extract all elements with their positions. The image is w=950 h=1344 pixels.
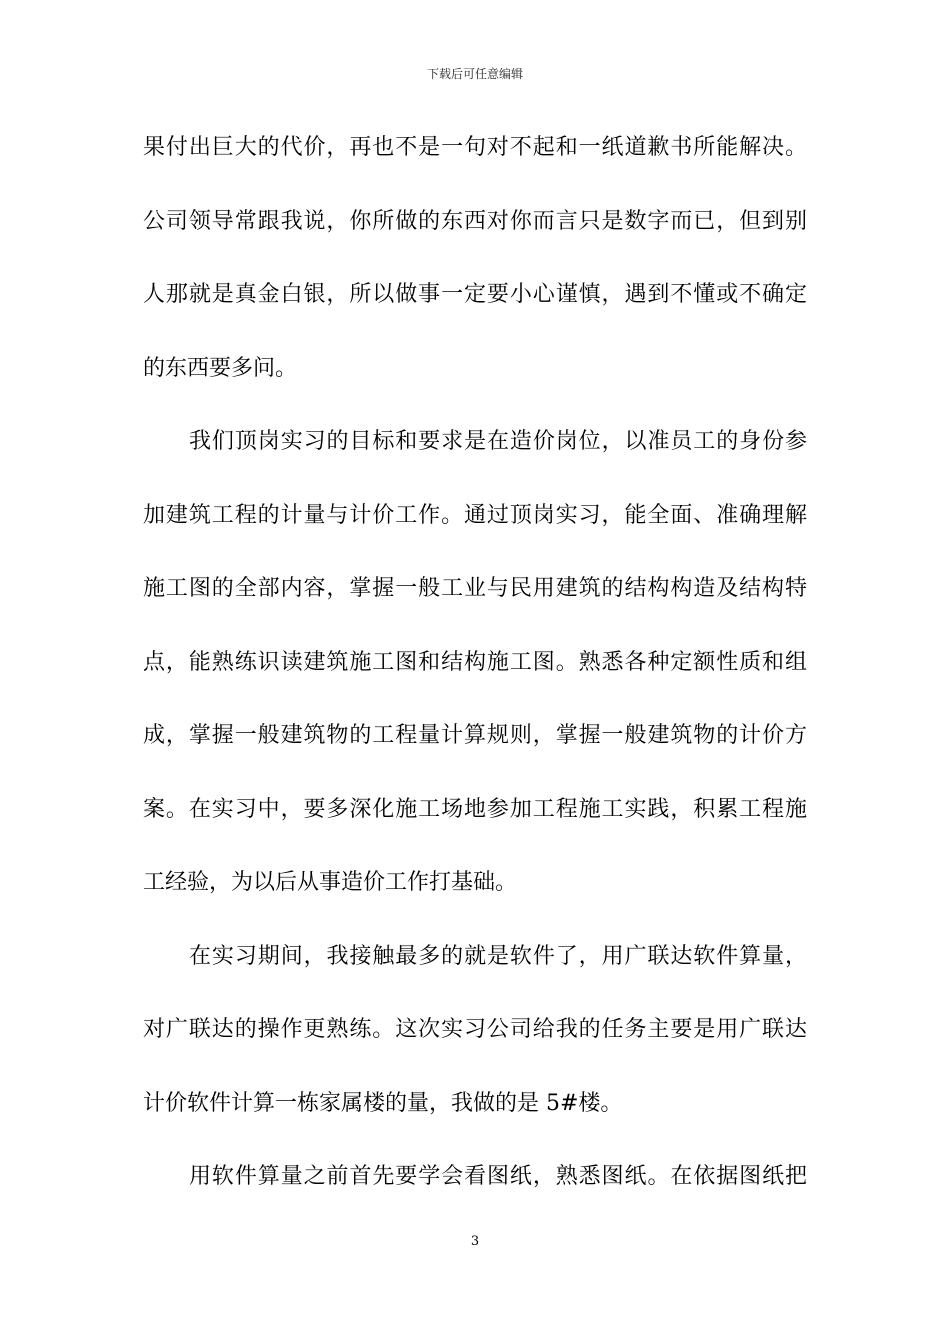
text-line: 人那就是真金白银，所以做事一定要小心谨慎，遇到不懂或不确定 [143,282,807,307]
text-line: 用软件算量之前首先要学会看图纸，熟悉图纸。在依据图纸把 [189,1164,807,1189]
text-line: 成，掌握一般建筑物的工程量计算规则，掌握一般建筑物的计价方 [143,723,807,748]
text-line: 的东西要多问。 [143,355,298,381]
page-header-note: 下载后可任意编辑 [426,67,523,81]
text-line: 公司领导常跟我说，你所做的东西对你而言只是数字而已，但到别 [143,208,807,234]
body-text [143,128,807,1231]
text-line: 加建筑工程的计量与计价工作。通过顶岗实习，能全面、准确理解 [143,502,807,528]
text-line: 工经验，为以后从事造价工作打基础。 [143,870,518,895]
text-line: 我们顶岗实习的目标和要求是在造价岗位，以准员工的身份参 [189,429,807,454]
text-line: 施工图的全部内容，掌握一般工业与民用建筑的结构构造及结构特 [143,576,807,601]
page-number: 3 [470,1234,480,1249]
text-line: 果付出巨大的代价，再也不是一句对不起和一纸道歉书所能解决。 [143,135,807,160]
text-line: 点，能熟练识读建筑施工图和结构施工图。熟悉各种定额性质和组 [143,649,807,675]
text-line: 案。在实习中，要多深化施工场地参加工程施工实践，积累工程施 [143,796,807,822]
text-line: 对广联达的操作更熟练。这次实习公司给我的任务主要是用广联达 [143,1017,807,1042]
text-line: 在实习期间，我接触最多的就是软件了，用广联达软件算量， [189,943,807,969]
text-line: 计价软件计算一栋家属楼的量，我做的是 5#楼。 [143,1090,623,1116]
